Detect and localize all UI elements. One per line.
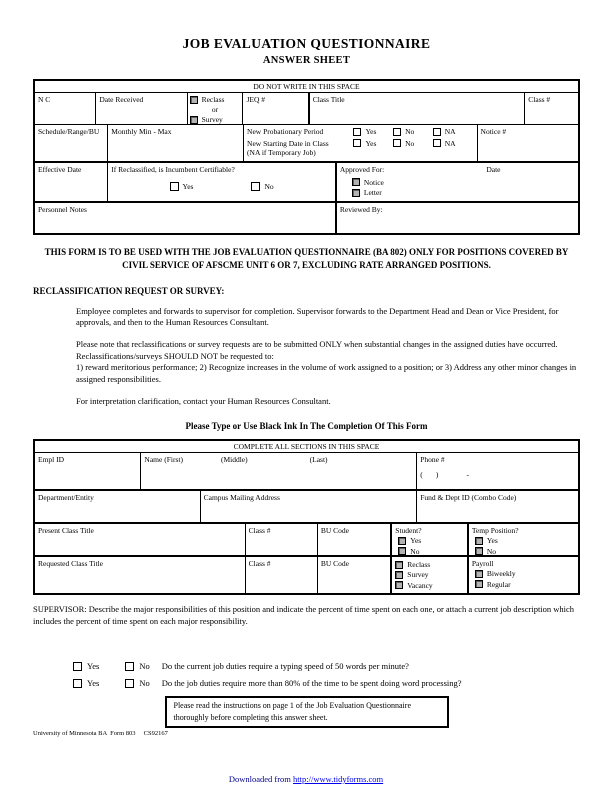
probation-na-label: NA [444,127,456,137]
certifiable-label: If Reclassified, is Incumbent Certifiable? [111,165,235,175]
or-label: or [211,104,219,114]
typing-question-text: Do the current job duties require a typing speed of 50 words per minute? [161,661,409,672]
schedule-label: Schedule/Range/BU [38,127,100,137]
approved-for-label: Approved For: [339,165,385,175]
name-middle-label: (Middle) [220,454,248,464]
request-reclass-label: Reclass [407,559,431,569]
probation-cell [244,125,477,161]
instructions-note-box: Please read the instructions on page 1 of the Job Evaluation Questionnaire thoroughly before completing this answer sheet. [165,696,449,727]
request-type-cell [392,557,469,593]
certifiable-yes-label: Yes [182,181,194,191]
name-field [141,453,417,489]
probation-na-checkbox[interactable] [433,128,441,136]
instructions-para-1: Employee completes and forwards to supervisor for completion. Supervisor forwards to the Department Head and Dean or Vice President, for approvals, and then to the Human Resources Consultant. [76,305,559,328]
starting-date-na-checkbox[interactable] [433,139,441,147]
jeq-label: JEQ # [246,95,266,105]
student-no-label: No [410,546,420,556]
empl-id-label: Empl ID [38,454,65,464]
phone-placeholder: ( ) - [420,470,470,480]
campus-address-field [201,491,418,522]
reclass-checkbox[interactable] [190,96,198,104]
download-footer [0,774,612,784]
student-no-checkbox[interactable] [398,547,406,555]
starting-date-yes-label: Yes [365,138,377,148]
probation-no-label: No [405,127,415,137]
wp-no-checkbox[interactable] [125,679,134,688]
requested-bu-code-label: BU Code [320,558,350,568]
probation-yes-label: Yes [365,127,377,137]
requested-bu-code-field [318,557,392,593]
request-vacancy-checkbox[interactable] [395,581,403,589]
survey-checkbox[interactable] [190,116,198,124]
page-subtitle: ANSWER SHEET [262,55,351,66]
request-reclass-checkbox[interactable] [395,561,403,569]
effective-date-field [35,163,108,201]
employee-row-1 [35,453,578,491]
present-class-num-label: Class # [248,525,271,535]
employee-row-2 [35,491,578,524]
wp-question-text: Do the job duties require more than 80% of the time to be spent doing word processing? [161,678,462,689]
fund-dept-label: Fund & Dept ID (Combo Code) [420,492,517,502]
approved-notice-label: Notice [363,177,384,187]
request-survey-label: Survey [407,570,429,580]
temp-position-label: Temp Position? [471,525,519,535]
phone-field [417,453,578,489]
starting-date-na-label: NA [444,138,456,148]
instructions-para-2b: 1) reward meritorious performance; 2) Recognize increases in the volume of work assigned to a position; or 3) Address any other minor changes in assigned responsibilities. [76,362,577,385]
phone-label: Phone # [420,454,445,464]
typing-speed-question [73,661,580,671]
probation-no-checkbox[interactable] [393,128,401,136]
admin-row-2 [35,125,578,163]
jeq-field [243,93,309,124]
wp-no-label: No [139,678,150,689]
starting-date-no-label: No [405,138,415,148]
temp-no-checkbox[interactable] [475,547,483,555]
notice-num-field [478,125,578,161]
class-num-field [525,93,578,124]
starting-date-no-checkbox[interactable] [393,139,401,147]
temp-yes-label: Yes [486,536,498,546]
word-processing-question [73,678,580,688]
date-received-field [96,93,187,124]
requested-class-label: Requested Class Title [38,558,104,568]
typing-no-label: No [139,661,150,672]
starting-date-label: New Starting Date in Class [247,138,329,148]
starting-date-note: (NA if Temporary Job) [247,148,316,158]
payroll-regular-label: Regular [486,579,511,589]
class-title-field [310,93,526,124]
reclassification-heading: RECLASSIFICATION REQUEST OR SURVEY: [33,285,225,296]
monthly-label: Monthly Min - Max [111,127,172,137]
requested-class-num-label: Class # [248,558,271,568]
employee-table-header: COMPLETE ALL SECTIONS IN THIS SPACE [35,441,578,453]
probation-yes-checkbox[interactable] [353,128,361,136]
reviewed-by-field [337,203,578,233]
temp-position-cell [469,524,578,555]
class-title-label: Class Title [312,95,345,105]
effective-date-label: Effective Date [38,165,82,175]
personnel-notes-field [35,203,337,233]
temp-no-label: No [486,546,497,556]
questions-section [73,661,580,688]
approved-for-cell [337,163,578,201]
payroll-biweekly-label: Biweekly [486,569,516,579]
admin-table-header: DO NOT WRITE IN THIS SPACE [35,81,578,93]
instructions-para-3: For interpretation clarification, contact your Human Resources Consultant. [76,395,331,406]
present-class-label: Present Class Title [38,525,94,535]
nc-label: N C [38,95,51,105]
type-instruction: Please Type or Use Black Ink In The Completion Of This Form [185,420,428,431]
typing-yes-label: Yes [87,661,100,672]
employee-table [33,439,580,595]
typing-no-checkbox[interactable] [125,662,134,671]
certifiable-yes-checkbox[interactable] [170,182,179,191]
nc-field [35,93,96,124]
request-vacancy-label: Vacancy [407,580,433,590]
wp-yes-checkbox[interactable] [73,679,82,688]
notice-num-label: Notice # [480,127,507,137]
student-label: Student? [395,525,422,535]
approval-date-label: Date [486,165,501,175]
personnel-notes-label: Personnel Notes [38,205,87,215]
reviewed-by-label: Reviewed By: [339,205,383,215]
admin-table [33,79,580,235]
student-yes-label: Yes [410,536,422,546]
student-cell [392,524,469,555]
monthly-field [108,125,244,161]
download-link[interactable]: http://www.tidyforms.com [293,774,384,784]
name-first-label: Name (First) [144,454,183,464]
payroll-label: Payroll [471,558,494,568]
requested-class-num-field [246,557,318,593]
schedule-field [35,125,108,161]
admin-row-3 [35,163,578,203]
present-bu-code-field [318,524,392,555]
present-bu-code-label: BU Code [320,525,350,535]
reclass-label: Reclass [201,95,225,105]
class-num-label: Class # [528,95,551,105]
payroll-biweekly-checkbox[interactable] [475,570,483,578]
reclass-or-survey-cell [188,93,244,124]
date-received-label: Date Received [99,95,144,105]
employee-row-4 [35,557,578,593]
form-id: University of Minnesota BA Form 803 CS92167 [33,729,168,737]
certifiable-no-label: No [264,181,274,191]
probation-label: New Probationary Period [247,127,324,137]
campus-address-label: Campus Mailing Address [203,492,280,502]
temp-yes-checkbox[interactable] [475,537,483,545]
student-yes-checkbox[interactable] [398,537,406,545]
admin-row-4 [35,203,578,233]
certifiable-cell [108,163,337,201]
starting-date-yes-checkbox[interactable] [353,139,361,147]
request-survey-checkbox[interactable] [395,571,403,579]
approved-notice-checkbox[interactable] [352,178,360,186]
name-last-label: (Last) [309,454,328,464]
usage-statement: THIS FORM IS TO BE USED WITH THE JOB EVALUATION QUESTIONNAIRE (BA 802) ONLY FOR POSITIONS COVERED BY CIVIL SERVICE OF AFSCME UNIT 6 OR 7, EXCLUDING RATE ARRANGED POSITIONS. [44,247,569,270]
approved-letter-label: Letter [363,188,382,198]
fund-dept-field [417,491,578,522]
typing-yes-checkbox[interactable] [73,662,82,671]
survey-label: Survey [201,115,223,125]
instructions-para-2: Please note that reclassifications or survey requests are to be submitted ONLY when substantial changes in the assigned duties have occurred. Reclassifications/surveys SHOULD NOT be requested to: [76,339,558,361]
supervisor-instruction: SUPERVISOR: Describe the major responsibilities of this position and indicate the percent of time spent on each one, or attach a current job description which includes the percent of time spent on each major responsibility. [33,603,575,626]
requested-class-field [35,557,246,593]
payroll-regular-checkbox[interactable] [475,580,483,588]
download-prefix: Downloaded from [228,774,294,784]
approved-letter-checkbox[interactable] [352,189,360,197]
wp-yes-label: Yes [87,678,100,689]
page-title: JOB EVALUATION QUESTIONNAIRE [182,36,431,51]
admin-row-1 [35,93,578,125]
payroll-cell [469,557,578,593]
department-field [35,491,201,522]
department-label: Department/Entity [38,492,94,502]
present-class-num-field [246,524,318,555]
present-class-field [35,524,246,555]
certifiable-no-checkbox[interactable] [251,182,260,191]
empl-id-field [35,453,141,489]
employee-row-3 [35,524,578,557]
